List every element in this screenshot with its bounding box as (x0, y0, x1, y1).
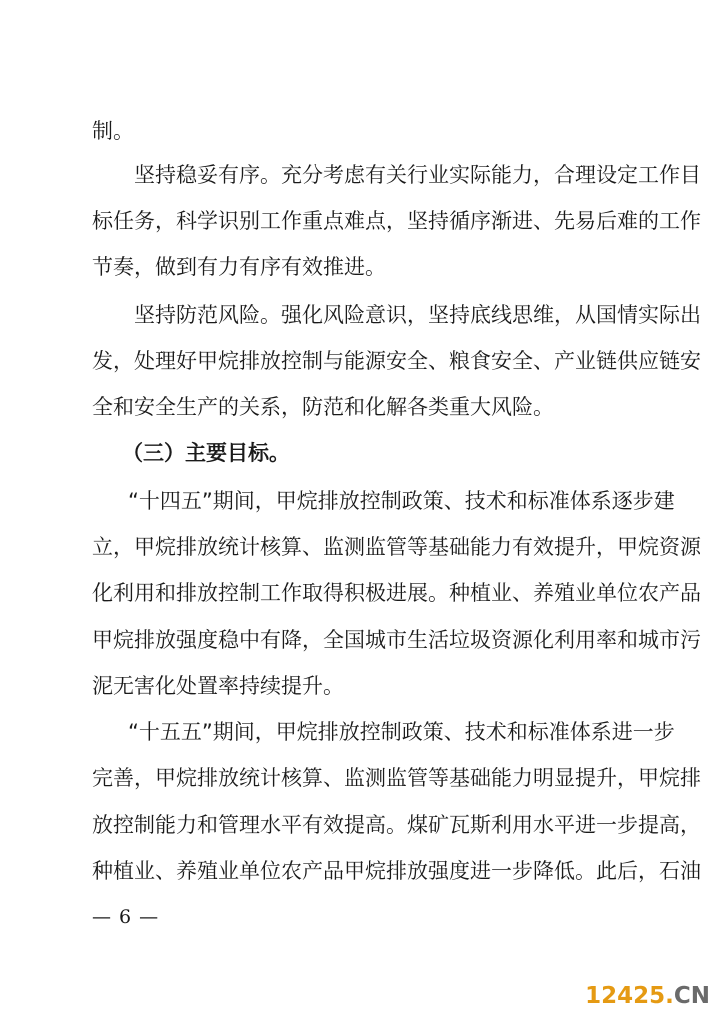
text-line-content: “十四五”期间，甲烷排放控制政策、技术和标准体系逐步建 (128, 489, 675, 513)
text-line-content: 完善，甲烷排放统计核算、监测监管等基础能力明显提升，甲烷排 (92, 766, 701, 790)
page-number: — 6 — (92, 906, 160, 928)
watermark-dot: . (665, 983, 674, 1009)
text-line-content: 立，甲烷排放统计核算、监测监管等基础能力有效提升，甲烷资源 (92, 535, 701, 559)
text-line-content: “十五五”期间，甲烷排放控制政策、技术和标准体系进一步 (128, 720, 675, 744)
text-line-content: 坚持防范风险。强化风险意识，坚持底线思维，从国情实际出 (134, 303, 701, 327)
text-line-content: 全和安全生产的关系，防范和化解各类重大风险。 (92, 395, 554, 419)
text-line-content: 甲烷排放强度稳中有降，全国城市生活垃圾资源化利用率和城市污 (92, 628, 701, 652)
text-line-content: 标任务，科学识别工作重点难点，坚持循序渐进、先易后难的工作 (92, 209, 701, 233)
section-heading-text: （三）主要目标。 (122, 441, 290, 465)
site-watermark (585, 982, 710, 1010)
watermark-domain: CN (673, 983, 710, 1009)
watermark-number: 12425 (585, 983, 666, 1009)
text-line-content: 放控制能力和管理水平有效提高。煤矿瓦斯利用水平进一步提高， (92, 813, 701, 837)
text-line-content: 发，处理好甲烷排放控制与能源安全、粮食安全、产业链供应链安 (92, 349, 701, 373)
text-line-content: 制。 (92, 119, 134, 143)
text-line-content: 节奏，做到有力有序有效推进。 (92, 255, 386, 279)
text-line-content: 泥无害化处置率持续提升。 (92, 674, 344, 698)
text-line-content: 种植业、养殖业单位农产品甲烷排放强度进一步降低。此后，石油 (92, 859, 701, 883)
text-line-content: 化利用和排放控制工作取得积极进展。种植业、养殖业单位农产品 (92, 581, 701, 605)
text-line-content: 坚持稳妥有序。充分考虑有关行业实际能力，合理设定工作目 (134, 163, 701, 187)
